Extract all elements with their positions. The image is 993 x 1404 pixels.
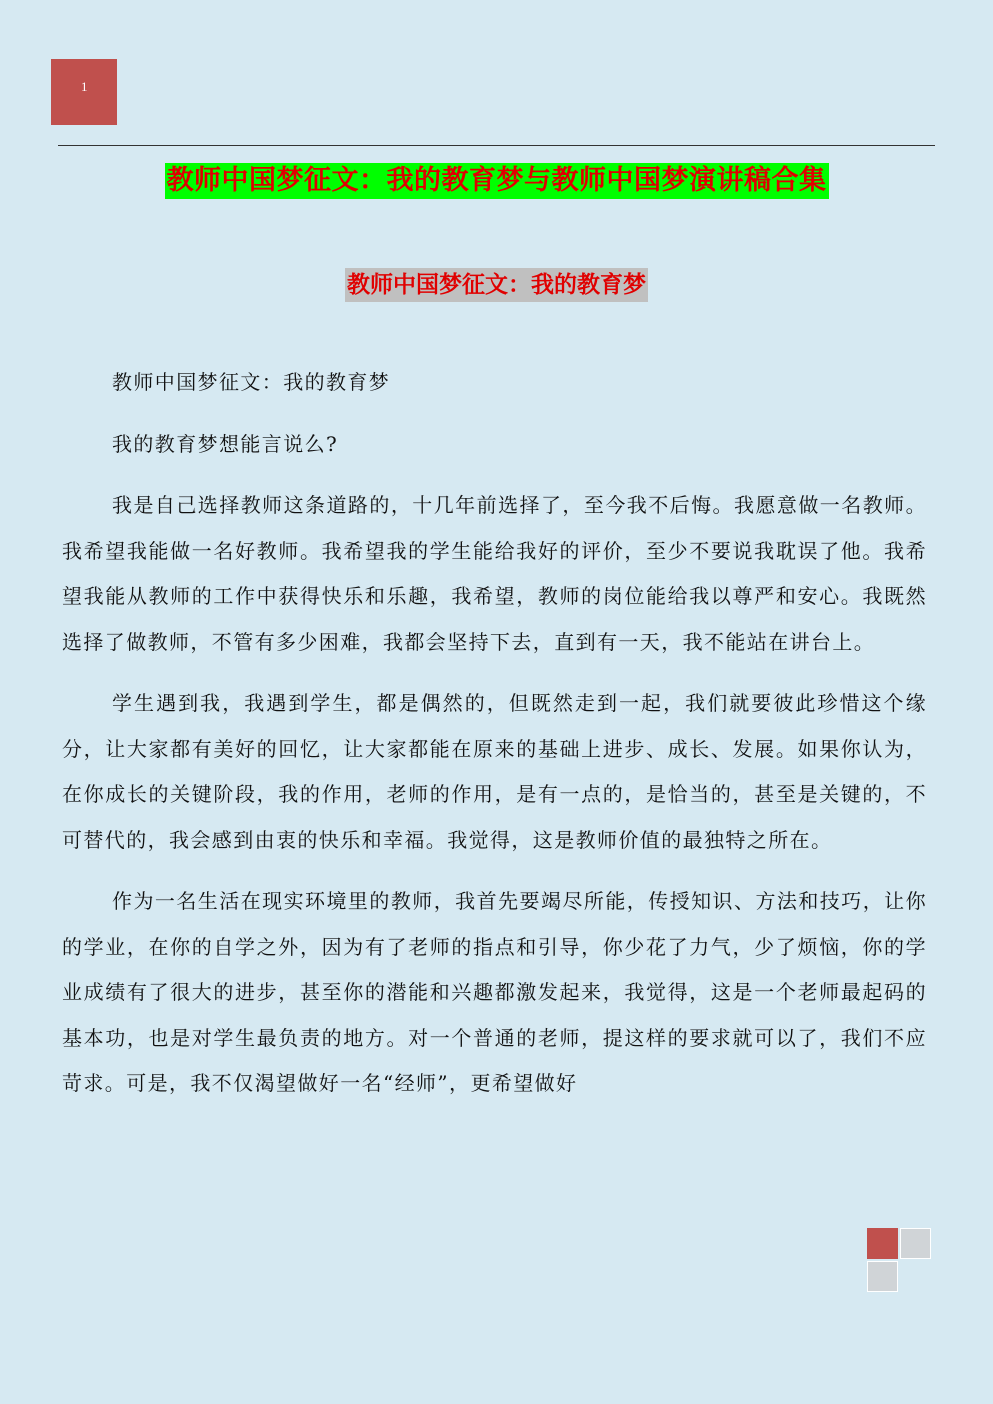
paragraph: 学生遇到我，我遇到学生，都是偶然的，但既然走到一起，我们就要彼此珍惜这个缘分，让大家都有美好的回忆，让大家都能在原来的基础上进步、成长、发展。如果你认为，在你成长的关键阶段，我的作用，老师的作用，是有一点的，是恰当的，甚至是关键的，不可替代的，我会感到由衷的快乐和幸福。我觉得，这是教师价值的最独特之所在。 — [62, 691, 927, 852]
paragraph: 我的教育梦想能言说么? — [112, 431, 339, 456]
paragraph: 我是自己选择教师这条道路的，十几年前选择了，至今我不后悔。我愿意做一名教师。我希望我能做一名好教师。我希望我的学生能给我好的评价，至少不要说我耽误了他。我希望我能从教师的工作中获得快乐和乐趣，我希望，教师的岗位能给我以尊严和安心。我既然选择了做教师，不管有多少困难，我都会坚持下去，直到有一天，我不能站在讲台上。 — [62, 493, 927, 654]
page-number: 1 — [81, 79, 88, 94]
header-divider — [58, 145, 935, 146]
page-number-badge — [51, 59, 117, 125]
document-title-text: 教师中国梦征文：我的教育梦与教师中国梦演讲稿合集 — [165, 163, 829, 199]
decor-square-gray — [867, 1261, 898, 1292]
document-body — [62, 360, 927, 1123]
corner-decoration — [867, 1228, 933, 1294]
section-title — [0, 268, 993, 302]
section-title-text: 教师中国梦征文：我的教育梦 — [345, 268, 648, 302]
paragraph: 作为一名生活在现实环境里的教师，我首先要竭尽所能，传授知识、方法和技巧，让你的学业，在你的自学之外，因为有了老师的指点和引导，你少花了力气，少了烦恼，你的学业成绩有了很大的进步，甚至你的潜能和兴趣都激发起来，我觉得，这是一个老师最起码的基本功，也是对学生最负责的地方。对一个普通的老师，提这样的要求就可以了，我们不应苛求。可是，我不仅渴望做好一名“经师”，更希望做好 — [62, 889, 927, 1095]
document-title — [0, 163, 993, 199]
decor-square-gray — [900, 1228, 931, 1259]
decor-square-red — [867, 1228, 898, 1259]
paragraph: 教师中国梦征文：我的教育梦 — [112, 370, 391, 394]
